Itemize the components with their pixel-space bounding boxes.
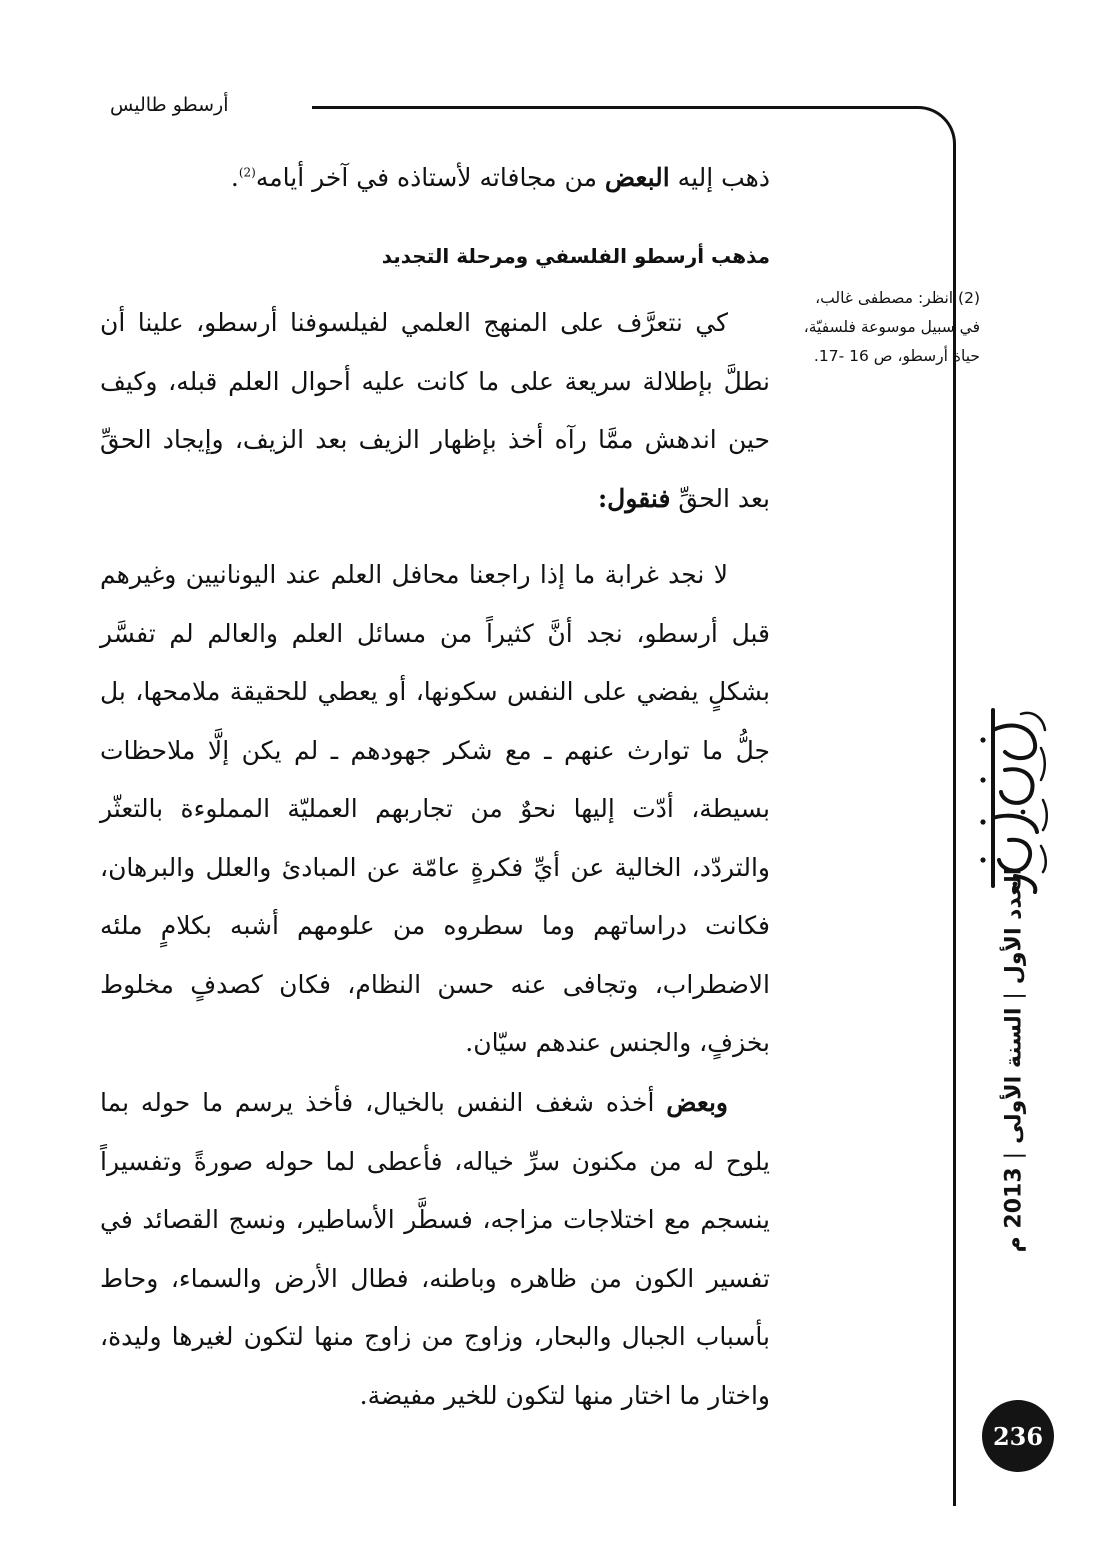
paragraph-1-bold-end: فنقول: <box>597 483 671 513</box>
issue-separator: | <box>1001 992 1027 1000</box>
footnote-ref[interactable]: (2) <box>238 165 256 180</box>
issue-year: 2013 م <box>1001 1167 1027 1253</box>
paragraph-3-text: أخذه شغف النفس بالخيال، فأخذ يرسم ما حوله بما يلوح له من مكنون سرِّ خياله، فأعطى لما حوله صورةً وتفسيراً ينسجم مع اختلاجات مزاجه، فسطَّر الأساطير، ونسج القصائد في تفسير الكون من ظاهره وباطنه، فطال الأرض والسماء، وحاط بأسباب الجبال والبحار، وزاوج من زاوج منها لتكون لغيرها وليدة، واختار ما اختار منها لتكون للخير مفيضة. <box>100 1088 770 1410</box>
paragraph-3 <box>100 1074 770 1425</box>
issue-number: العدد الأول <box>1001 867 1027 985</box>
paragraph-3-bold-start: وبعض <box>666 1088 728 1117</box>
issue-year-label: السنة الأولى <box>1001 1007 1027 1144</box>
issue-separator: | <box>1001 1151 1027 1160</box>
running-head: أرسطو طاليس <box>110 94 229 116</box>
issue-info <box>1002 868 1027 1253</box>
intro-text-start: ذهب إليه <box>677 163 770 192</box>
section-heading: مذهب أرسطو الفلسفي ومرحلة التجديد <box>381 244 770 268</box>
paragraph-2: لا نجد غرابة ما إذا راجعنا محافل العلم عند اليونانيين وغيرهم قبل أرسطو، نجد أنَّ كثيراً من مسائل العلم والعالم لم تفسَّر بشكلٍ يفضي على النفس سكونها، أو يعطي للحقيقة ملامحها، بل جلُّ ما توارث عنهم ـ مع شكر جهودهم ـ لم يكن إلَّا ملاحظات بسيطة، أدّت إليها نحوٌ من تجاربهم العمليّة المملوءة بالتعثّر والتردّد، الخالية عن أيِّ فكرةٍ عامّة عن المبادئ والعلل والبرهان، فكانت دراساتهم وما سطروه من علومهم أشبه بكلامٍ ملئه الاضطراب، وتجافى عنه حسن النظام، فكان كصدفٍ مخلوط بخزفٍ، والجنس عندهم سيّان. <box>100 560 770 1057</box>
intro-period: . <box>230 163 239 192</box>
paragraph-1 <box>100 294 770 528</box>
intro-bold-word: البعض <box>604 163 670 192</box>
intro-text-end: من مجافاته لأستاذه في آخر أيامه <box>255 163 597 192</box>
page-number-badge: 236 <box>982 1400 1054 1472</box>
intro-line <box>100 150 770 206</box>
paragraph-1-text: كي نتعرَّف على المنهج العلمي لفيلسوفنا أرسطو، علينا أن نطلَّ بإطلالة سريعة على ما كانت عليه أحوال العلم قبله، وكيف حين اندهش ممَّا رآه أخذ بإظهار الزيف بعد الزيف، وإيجاد الحقِّ بعد الحقِّ <box>100 308 770 513</box>
footnote: (2) انظر: مصطفى غالب، في سبيل موسوعة فلسفيّة، حياة أرسطو، ص 16 -17. <box>803 289 980 365</box>
